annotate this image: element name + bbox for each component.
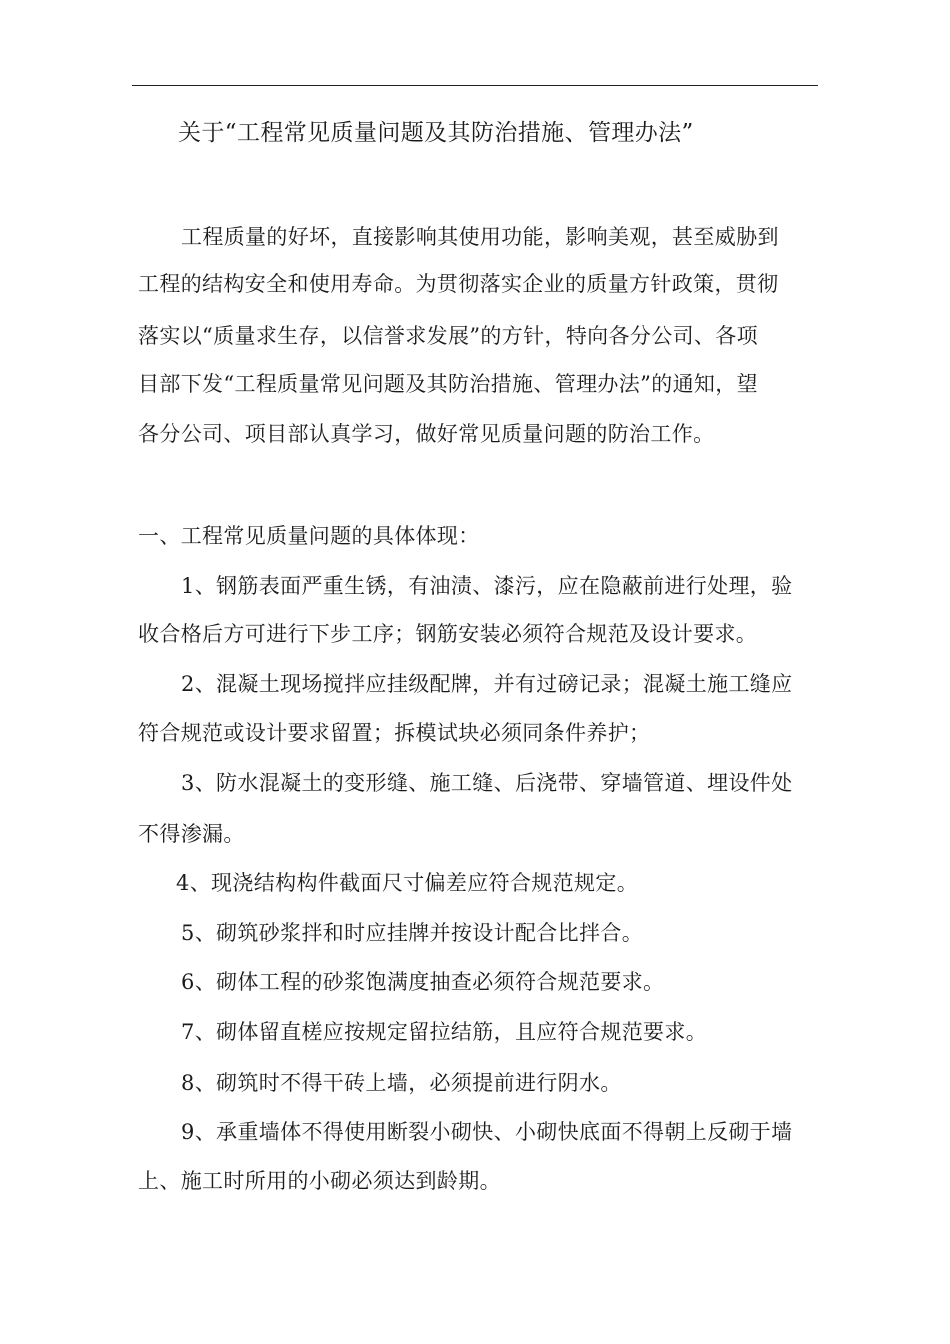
list-item-continuation: 上、施工时所用的小砌必须达到龄期。 (138, 1169, 501, 1193)
section-heading: 一、工程常见质量问题的具体体现： (138, 524, 480, 548)
intro-line: 工程的结构安全和使用寿命。为贯彻落实企业的质量方针政策，贯彻 (138, 272, 779, 296)
list-item-continuation: 收合格后方可进行下步工序；钢筋安装必须符合规范及设计要求。 (138, 622, 758, 646)
list-item: 3、防水混凝土的变形缝、施工缝、后浇带、穿墙管道、埋设件处 (181, 771, 793, 795)
intro-line: 工程质量的好坏，直接影响其使用功能，影响美观，甚至威胁到 (181, 225, 779, 249)
list-item: 1、钢筋表面严重生锈，有油渍、漆污，应在隐蔽前进行处理，验 (181, 574, 793, 598)
document-title: 关于“工程常见质量问题及其防治措施、管理办法” (178, 120, 694, 146)
header-rule (132, 85, 818, 86)
list-item-continuation: 不得渗漏。 (138, 822, 245, 846)
list-item: 5、砌筑砂浆拌和时应挂牌并按设计配合比拌合。 (181, 921, 644, 945)
list-item: 6、砌体工程的砂浆饱满度抽查必须符合规范要求。 (181, 970, 665, 994)
list-item: 7、砌体留直槎应按规定留拉结筋，且应符合规范要求。 (181, 1020, 708, 1044)
intro-line: 落实以“质量求生存，以信誉求发展”的方针，特向各分公司、各项 (138, 324, 758, 348)
list-item: 8、砌筑时不得干砖上墙，必须提前进行阴水。 (181, 1071, 622, 1095)
intro-line: 各分公司、项目部认真学习，做好常见质量问题的防治工作。 (138, 422, 715, 446)
list-item: 4、现浇结构构件截面尺寸偏差应符合规范规定。 (176, 871, 639, 895)
list-item: 9、承重墙体不得使用断裂小砌快、小砌快底面不得朝上反砌于墙 (181, 1120, 793, 1144)
list-item-continuation: 符合规范或设计要求留置；拆模试块必须同条件养护； (138, 721, 651, 745)
intro-line: 目部下发“工程质量常见问题及其防治措施、管理办法”的通知，望 (138, 372, 758, 396)
list-item: 2、混凝土现场搅拌应挂级配牌，并有过磅记录；混凝土施工缝应 (181, 672, 793, 696)
